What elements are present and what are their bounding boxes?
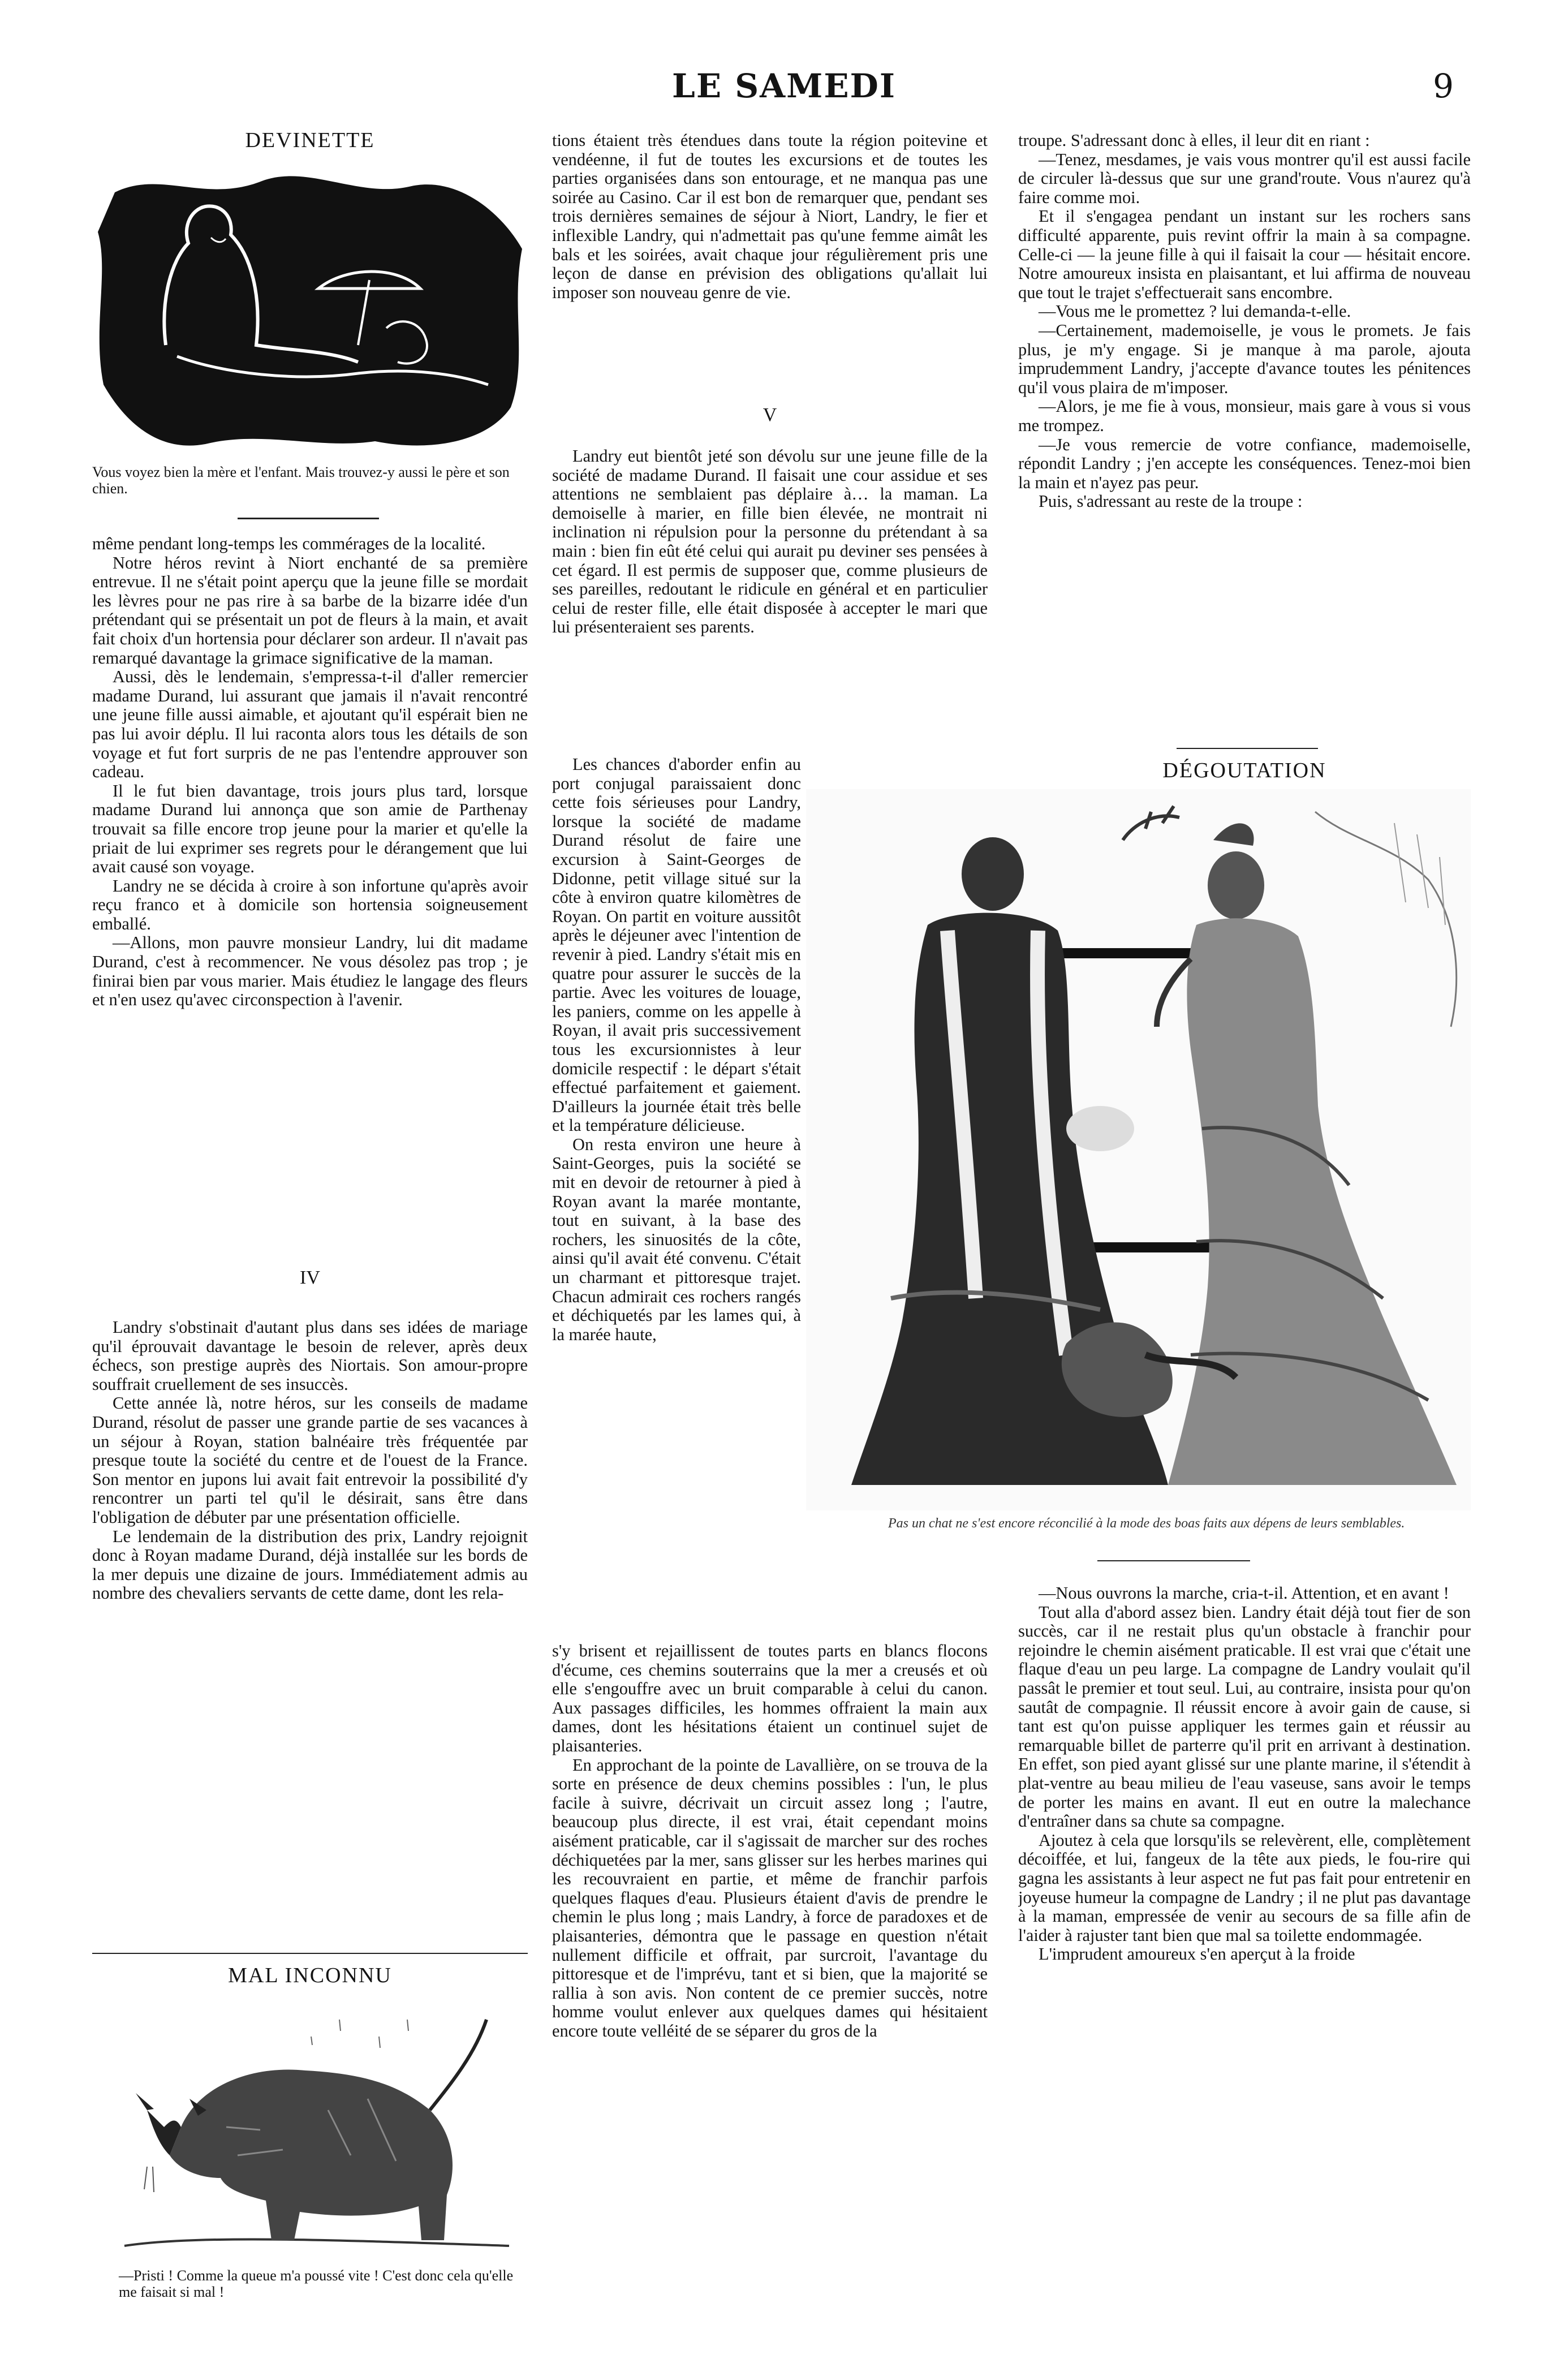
mal-inconnu-caption: —Pristi ! Comme la queue m'a poussé vite ! C'est donc cela qu'elle me faisait si mal ! — [119, 2267, 514, 2300]
column-2-text-bottom — [552, 1642, 988, 2346]
paragraph: Landry eut bientôt jeté son dévolu sur une jeune fille de la société de madame Durand. Il faisait une cour assidue et ses attentions ne semblaient pas déplaire à… la maman. La demoiselle à marier, en fille bien élevée, ne montrait ni inclination ni répulsion pour la personne du prétendant à sa main : bien fin eût été celui qui aurait pu deviner ses pensées à cet égard. Il est permis de supposer que, comme plusieurs de ses pareilles, redoutant le ridicule en général et en particulier celui de rester fille, elle était disposée à accepter le mari que lui présenteraient ses parents. — [552, 447, 988, 637]
degoutation-illustration — [806, 789, 1471, 1510]
paragraph: Landry s'obstinait d'autant plus dans ses idées de mariage qu'il éprouvait davantage le besoin de relever, après deux échecs, son prestige auprès des Niortais. Son amour-propre souffrait cruellement de ses insuccès. — [92, 1318, 528, 1394]
paragraph: —Alors, je me fie à vous, monsieur, mais gare à vous si vous me trompez. — [1018, 397, 1471, 435]
paragraph: —Certainement, mademoiselle, je vous le promets. Je fais plus, je m'y engage. Si je manque à ma parole, ajouta imprudemment Landry, j'accepte d'avance toutes les pénitences qu'il vous plaira de m'imposer. — [1018, 320, 1471, 397]
paragraph: —Je vous remercie de votre confiance, mademoiselle, répondit Landry ; j'en accepte les conséquences. Tenez-moi bien la main et n'ayez pas peur. — [1018, 434, 1471, 492]
divider-rule — [1097, 1560, 1250, 1561]
column-2-text-top — [552, 131, 988, 391]
chapter-heading-v: V — [763, 404, 777, 425]
page-header-title: LE SAMEDI — [672, 67, 896, 105]
paragraph: Notre héros revint à Niort enchanté de sa première entrevue. Il ne s'était point aperçu que la jeune fille se mordait les lèvres pour ne pas rire à sa barbe de la bizarre idée d'un prétendant qui se présentait un pot de fleurs à la main, et avait fait choix d'un hortensia pour déclarer son ardeur. Il n'avait pas remarqué davantage la grimace significative de la maman. — [92, 553, 528, 668]
devinette-title: DEVINETTE — [245, 128, 375, 152]
paragraph: Puis, s'adressant au reste de la troupe : — [1039, 492, 1303, 511]
paragraph: même pendant long-temps les commérages de la localité. — [92, 535, 486, 553]
paragraph: Le lendemain de la distribution des prix, Landry rejoignit donc à Royan madame Durand, déjà installée sur les bords de la mer depuis une dizaine de jours. Immédiatement admis au nombre des chevaliers servants de cette dame, dont les rela- — [92, 1526, 528, 1603]
paragraph: —Vous me le promettez ? lui demanda-t-elle. — [1039, 302, 1351, 321]
paragraph: —Nous ouvrons la marche, cria-t-il. Attention, et en avant ! — [1039, 1584, 1449, 1603]
degoutation-title: DÉGOUTATION — [1162, 759, 1326, 782]
paragraph: On resta environ une heure à Saint-Georges, puis la société se mit en devoir de retourner à pied à Royan avant la marée montante, tout en suivant, à la base des rochers, les sinuosités de la côte, ainsi qu'il avait été convenu. C'était un charmant et pittoresque trajet. Chacun admirait ces rochers rangés et déchiquetés par les lames qui, à la marée haute, — [552, 1134, 801, 1344]
devinette-caption: Vous voyez bien la mère et l'enfant. Mais trouvez-y aussi le père et son chien. — [92, 464, 510, 497]
degoutation-caption: Pas un chat ne s'est encore réconcilié à la mode des boas faits aux dépens de leurs semblables. — [888, 1516, 1405, 1531]
paragraph: s'y brisent et rejaillissent de toutes parts en blancs flocons d'écume, ces chemins souterrains que la mer a creusés et où elle s'engouffre avec un bruit comparable à celui du canon. Aux passages difficiles, les hommes offraient la main aux dames, dont les hésitations étaient un continuel sujet de plaisanteries. — [552, 1642, 988, 1755]
paragraph: Landry ne se décida à croire à son infortune qu'après avoir reçu franco et à domicile son hortensia soigneusement emballé. — [92, 876, 528, 933]
column-2-narrow-text — [552, 755, 801, 1641]
paragraph: Et il s'engagea pendant un instant sur les rochers sans difficulté apparente, puis revint offrir la main à sa compagne. Celle-ci — la jeune fille à qui il faisait la cour — hésitait encore. Notre amoureux insista en plaisantant, et lui affirma de nouveau que tout le trajet s'effectuerait sans encombre. — [1018, 206, 1471, 302]
paragraph: En approchant de la pointe de Lavallière, on se trouva de la sorte en présence de deux chemins possibles : l'un, le plus facile à suivre, décrivait un circuit assez long ; l'autre, beaucoup plus directe, il est vrai, était cependant moins aisément praticable, car il s'agissait de marcher sur des roches déchiquetées par la mer, sans glisser sur les herbes marines qui les recouvraient en partie, et même de franchir parfois quelques flaques d'eau. Plusieurs étaient d'avis de prendre le chemin le plus long ; mais Landry, à force de paradoxes et de plaisanteries, démontra que le passage en question n'était nullement difficile et offrait, par surcroit, l'avantage du pittoresque et de l'imprévu, tant et si bien, que la majorité se rallia à son avis. Non content de ce premier succès, notre homme voulut enlever aux quelques dames qui hésitaient encore toute velléité de se séparer du gros de la — [552, 1755, 988, 2040]
column-2-text-v — [552, 447, 988, 755]
paragraph: Ajoutez à cela que lorsqu'ils se relevèrent, elle, complètement décoiffée, et lui, fangeux de la tête aux pieds, le fou-rire qui gagna les assistants à leur aspect ne fut pas fait pour entretenir en joyeuse humeur la compagne de Landry ; il ne plut pas davantage à la maman, empressée de venir au secours de sa fille afin de l'aider à rajuster tant bien que mal sa toilette endommagée. — [1018, 1830, 1471, 1945]
paragraph: Il le fut bien davantage, trois jours plus tard, lorsque madame Durand lui annonça que son amie de Parthenay trouvait sa fille encore trop jeune pour la marier et qu'elle la priait de lui exprimer ses regrets pour le dérangement que lui avait causé son voyage. — [92, 781, 528, 877]
column-3-text-top — [1018, 131, 1471, 737]
column-1-text — [92, 535, 528, 1259]
column-3-text-bottom — [1018, 1584, 1471, 2348]
paragraph: Aussi, dès le lendemain, s'empressa-t-il d'aller remercier madame Durand, lui assurant que jamais il n'avait rencontré une jeune fille aussi aimable, et ajoutant qu'il espérait bien ne pas lui avoir déplu. Il lui raconta alors tous les détails de son voyage et fut fort surpris de ne pas l'entendre approuver son cadeau. — [92, 667, 528, 782]
divider-rule — [1177, 748, 1318, 749]
paragraph: —Tenez, mesdames, je vais vous montrer qu'il est aussi facile de circuler là-dessus que sur une grand'route. Vous n'aurez qu'à faire comme moi. — [1018, 149, 1471, 207]
column-1-text-iv — [92, 1318, 528, 1940]
devinette-illustration — [92, 158, 528, 453]
mal-inconnu-title: MAL INCONNU — [228, 1964, 392, 1987]
rhinoceros-illustration — [113, 1997, 520, 2257]
divider-rule — [238, 518, 379, 519]
paragraph: L'imprudent amoureux s'en aperçut à la froide — [1039, 1944, 1355, 1964]
chapter-heading-iv: IV — [300, 1267, 320, 1288]
page-number: 9 — [1433, 67, 1454, 105]
paragraph: troupe. S'adressant donc à elles, il leur dit en riant : — [1018, 131, 1370, 150]
divider-rule — [92, 1953, 528, 1954]
paragraph: —Allons, mon pauvre monsieur Landry, lui dit madame Durand, c'est à recommencer. Ne vous désolez pas trop ; je finirai bien par vous marier. Mais étudiez le langage des fleurs et n'en usez qu'avec circonspection à l'avenir. — [92, 933, 528, 1010]
paragraph: Tout alla d'abord assez bien. Landry était déjà tout fier de son succès, car il ne restait plus qu'un obstacle à franchir pour rejoindre le chemin aisément praticable. Il est vrai que c'était une flaque d'eau un peu large. La compagne de Landry voulait qu'il passât le premier et tout seul. Lui, au contraire, insista pour qu'on sautât de compagnie. Il réussit encore à avoir gain de cause, si tant est qu'on puisse appliquer les termes gain et réussir au remarquable billet de parterre qu'il prit en arrivant à destination. En effet, son pied ayant glissé sur une plante marine, il s'étendit à plat-ventre au beau milieu de l'eau vaseuse, sans avoir le temps de porter les mains en avant. Il eut en outre la malechance d'entraîner dans sa chute sa compagne. — [1018, 1602, 1471, 1831]
paragraph: Les chances d'aborder enfin au port conjugal paraissaient donc cette fois sérieuses pour Landry, lorsque la société de madame Durand résolut de faire une excursion à Saint-Georges de Didonne, petit village situé sur la côte à environ quatre kilomètres de Royan. On partit en voiture aussitôt après le déjeuner avec l'intention de revenir à pied. Landry s'était mis en quatre pour assurer le succès de la partie. Avec les voitures de louage, les paniers, comme on les appelle à Royan, il avait pris successivement tous les excursionnistes à leur domicile respectif : le départ s'était effectué parfaitement et gaiement. D'ailleurs la journée était très belle et la température délicieuse. — [552, 755, 801, 1135]
paragraph: tions étaient très étendues dans toute la région poitevine et vendéenne, il fut de toutes les excursions et de toutes les parties organisées dans son entourage, et ne manqua pas une soirée au Casino. Car il est bon de remarquer que, pendant ses trois dernières semaines de séjour à Niort, Landry, le fier et inflexible Landry, qui n'admettait pas qu'une femme aimât les bals et les soirées, avait chaque jour régulièrement pris une leçon de danse en prévision des obligations qu'allait lui imposer son nouveau genre de vie. — [552, 131, 988, 302]
paragraph: Cette année là, notre héros, sur les conseils de madame Durand, résolut de passer une grande partie de ses vacances à un séjour à Royan, station balnéaire très fréquentée par presque toute la société du centre et de l'ouest de la France. Son mentor en jupons lui avait fait entrevoir la possibilité d'y rencontrer un parti tel qu'il le désirait, sans être dans l'obligation de débuter par une présentation officielle. — [92, 1393, 528, 1527]
